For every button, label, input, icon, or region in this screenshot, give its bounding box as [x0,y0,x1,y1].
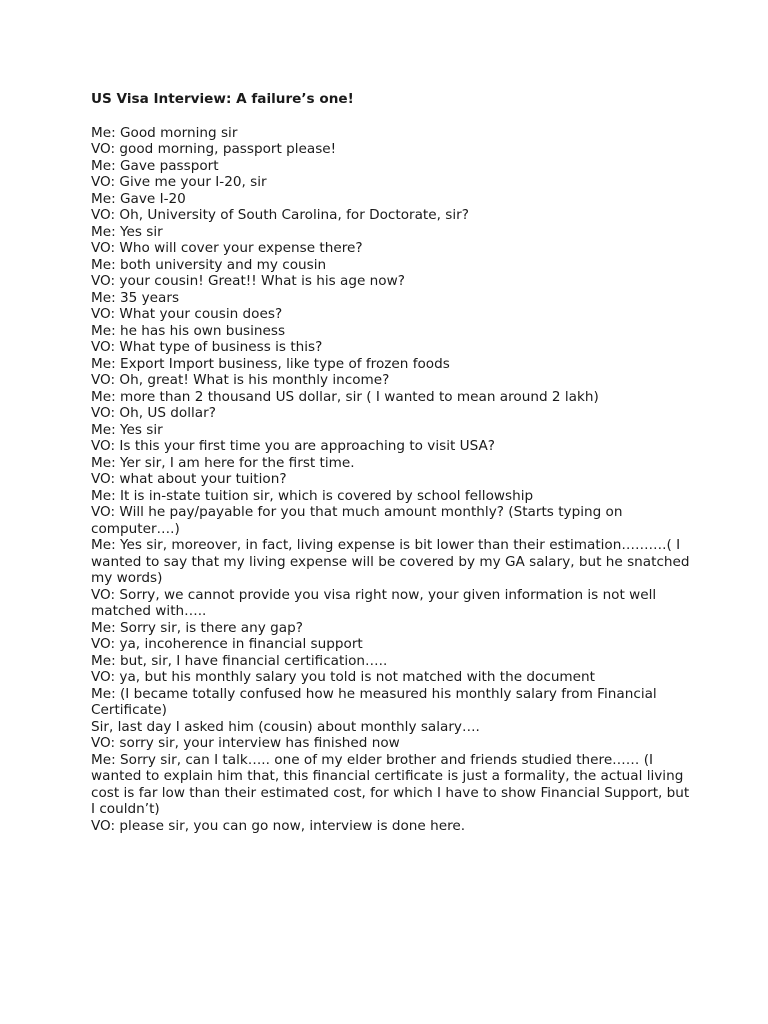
dialogue-line: Me: Yer sir, I am here for the first time. [91,454,355,471]
dialogue-line: Me: Yes sir [91,421,163,438]
dialogue-line: VO: Is this your first time you are approaching to visit USA? [91,438,495,454]
dialogue-line: VO: Who will cover your expense there? [91,240,363,256]
dialogue-line: VO: please sir, you can go now, interview is done here. [91,817,466,834]
dialogue-line: Me: Gave passport [91,157,219,174]
dialogue-line: Me: Gave I-20 [91,190,186,207]
dialogue-line: VO: good morning, passport please! [91,141,337,157]
dialogue-line: Me: It is in-state tuition sir, which is covered by school fellowship [91,487,534,504]
dialogue-line: VO: sorry sir, your interview has finished now [91,735,400,751]
dialogue-line: Me: more than 2 thousand US dollar, sir ( I wanted to mean around 2 lakh) [91,388,599,405]
dialogue-line: VO: Sorry, we cannot provide you visa right now, your given information is not well matched with….. [91,586,657,619]
dialogue-line: Me: both university and my cousin [91,256,327,273]
dialogue-line: VO: what about your tuition? [91,471,287,487]
dialogue-transcript [91,125,691,835]
document-body [91,91,691,834]
dialogue-line: VO: What type of business is this? [91,339,323,355]
dialogue-line: VO: Oh, US dollar? [91,405,216,421]
dialogue-line: VO: Oh, great! What is his monthly income? [91,372,390,388]
dialogue-line: Me: but, sir, I have financial certification….. [91,652,388,669]
dialogue-line: Me: Sorry sir, is there any gap? [91,619,303,636]
dialogue-line: Me: Export Import business, like type of frozen foods [91,355,450,372]
dialogue-line: VO: Oh, University of South Carolina, for Doctorate, sir? [91,207,469,223]
dialogue-line: Me: Good morning sir [91,124,238,141]
dialogue-line: VO: your cousin! Great!! What is his age now? [91,273,405,289]
document-title: US Visa Interview: A failure’s one! [91,91,354,107]
dialogue-line: Sir, last day I asked him (cousin) about monthly salary…. [91,718,480,735]
dialogue-line: VO: What your cousin does? [91,306,283,322]
dialogue-line: Me: Yes sir, moreover, in fact, living expense is bit lower than their estimation……….( I wanted to say that my living expense will be covered by my GA salary, but he snatched my words) [91,537,690,586]
dialogue-line: VO: ya, but his monthly salary you told is not matched with the document [91,669,595,685]
dialogue-line: Me: Sorry sir, can I talk….. one of my elder brother and friends studied there…… (I wanted to explain him that, this financial certificate is just a formality, the actual living cost is far low than their estimated cost, for which I have to show Financial Support, but I couldn’t) [91,751,690,817]
dialogue-line: VO: Will he pay/payable for you that much amount monthly? (Starts typing on computer….) [91,504,623,537]
dialogue-line: Me: he has his own business [91,322,286,339]
dialogue-line: Me: (I became totally confused how he measured his monthly salary from Financial Certificate) [91,685,657,718]
dialogue-line: Me: 35 years [91,289,180,306]
dialogue-line: VO: Give me your I-20, sir [91,174,267,190]
dialogue-line: VO: ya, incoherence in financial support [91,636,363,652]
dialogue-line: Me: Yes sir [91,223,163,240]
